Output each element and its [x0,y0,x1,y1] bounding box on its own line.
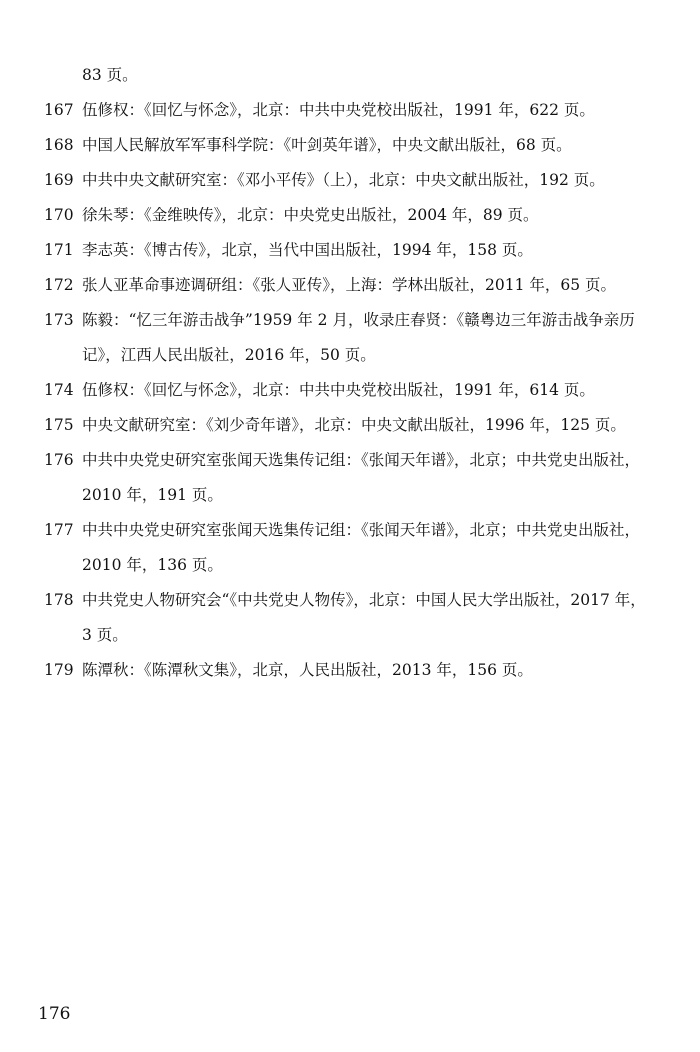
endnote-number: 176 [44,451,74,469]
endnote-line: 中央文献研究室：《刘少奇年谱》，北京：中央文献出版社，1996 年，125 页。 [82,416,626,434]
endnote-item [44,93,684,128]
endnote-line: 83 页。 [82,66,138,84]
endnote-line: 中共中央文献研究室：《邓小平传》（上），北京：中央文献出版社，192 页。 [82,171,605,189]
endnote-line: 陈毅：“忆三年游击战争”1959 年 2 月，收录庄春贤：《赣粤边三年游击战争亲历 [82,311,635,329]
endnote-item [44,653,684,688]
endnote-number: 172 [44,276,74,294]
endnote-text [82,58,684,93]
endnote-number: 177 [44,521,74,539]
endnote-number: 169 [44,171,74,189]
endnote-text [82,373,684,408]
endnote-item [44,513,684,583]
endnote-number: 178 [44,591,74,609]
endnote-number: 168 [44,136,74,154]
endnote-line: 中共中央党史研究室张闻天选集传记组：《张闻天年谱》，北京；中共党史出版社， [82,451,641,469]
endnote-text [82,163,684,198]
endnote-number: 175 [44,416,74,434]
endnote-text [82,443,684,513]
endnote-text [82,303,684,373]
endnote-text [82,408,684,443]
endnote-line: 中国人民解放军军事科学院：《叶剑英年谱》，中央文献出版社，68 页。 [82,136,572,154]
endnote-number: 171 [44,241,74,259]
endnote-number: 179 [44,661,74,679]
endnote-line: 伍修权：《回忆与怀念》，北京：中共中央党校出版社，1991 年，622 页。 [82,101,595,119]
page-number: 176 [38,1004,71,1024]
endnote-item [44,198,684,233]
endnote-item [44,303,684,373]
endnote-item [44,128,684,163]
endnote-line: 2010 年，191 页。 [82,486,223,504]
endnote-text [82,513,684,583]
endnote-line: 张人亚革命事迹调研组：《张人亚传》，上海：学林出版社，2011 年，65 页。 [82,276,617,294]
endnote-line: 记》，江西人民出版社，2016 年，50 页。 [82,346,376,364]
endnote-item [44,583,684,653]
endnote-item [44,163,684,198]
endnote-text [82,233,684,268]
endnote-number: 173 [44,311,74,329]
endnote-number: 174 [44,381,74,399]
endnote-item [44,408,684,443]
endnote-item [44,268,684,303]
endnote-text [82,93,684,128]
endnote-item [44,233,684,268]
endnote-item [44,58,684,93]
endnote-line: 陈潭秋：《陈潭秋文集》，北京，人民出版社，2013 年，156 页。 [82,661,533,679]
endnote-text [82,653,684,688]
endnote-line: 中共中央党史研究室张闻天选集传记组：《张闻天年谱》，北京；中共党史出版社， [82,521,641,539]
endnote-line: 伍修权：《回忆与怀念》，北京：中共中央党校出版社，1991 年，614 页。 [82,381,595,399]
endnote-text [82,128,684,163]
endnote-text [82,198,684,233]
endnote-number: 167 [44,101,74,119]
endnote-line: 2010 年，136 页。 [82,556,223,574]
endnote-number: 170 [44,206,74,224]
endnotes-list [44,58,684,688]
endnote-line: 徐朱琴：《金维映传》，北京：中央党史出版社，2004 年，89 页。 [82,206,539,224]
endnote-line: 中共党史人物研究会“《中共党史人物传》，北京：中国人民大学出版社，2017 年， [82,591,646,609]
endnote-line: 李志英：《博古传》，北京，当代中国出版社，1994 年，158 页。 [82,241,533,259]
endnote-item [44,443,684,513]
endnote-text [82,583,684,653]
endnote-line: 3 页。 [82,626,128,644]
endnote-text [82,268,684,303]
endnote-item [44,373,684,408]
